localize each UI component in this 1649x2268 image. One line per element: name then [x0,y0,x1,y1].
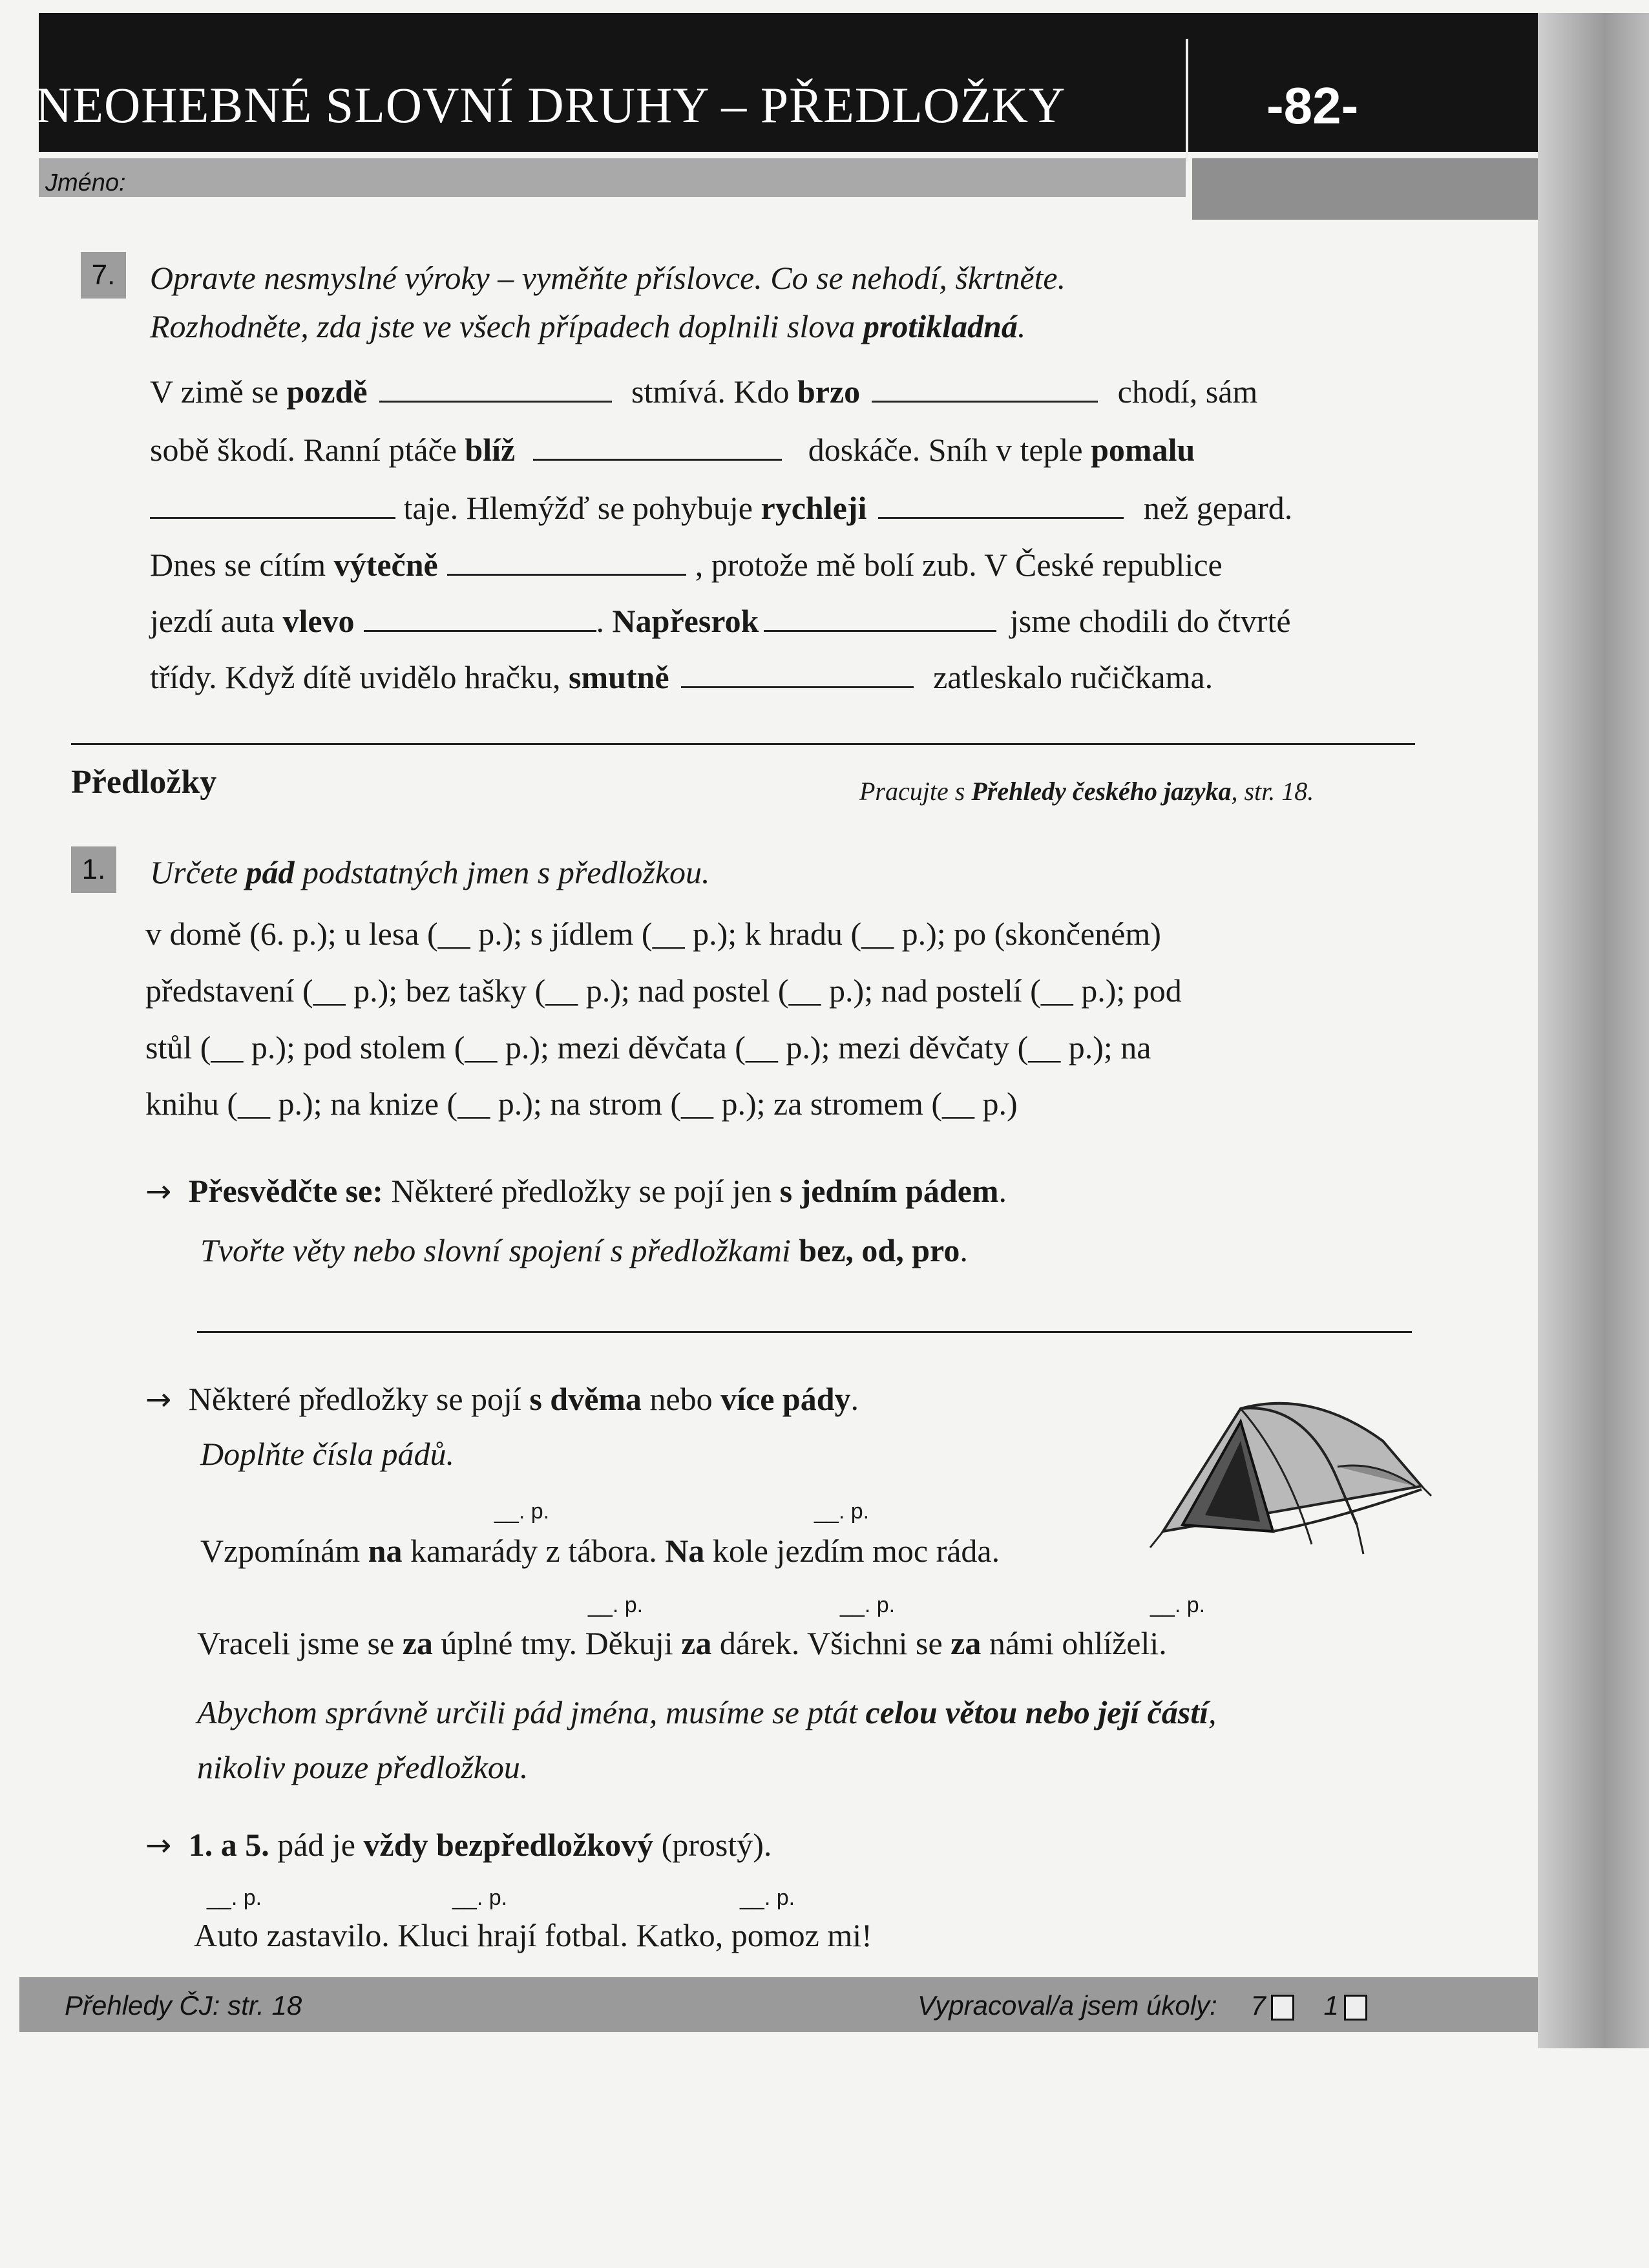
task7-line-6: třídy. Když dítě uvidělo hračku, smutně zatleskalo ručičkama. [150,659,1213,695]
task1-line-1[interactable]: v domě (6. p.); u lesa (__ p.); s jídlem (__ p.); k hradu (__ p.); po (skončeném) [145,916,1161,952]
task-7-checkbox[interactable] [1271,1995,1294,2021]
answer-blank[interactable] [379,375,612,403]
note2-hint-2: nikoliv pouze předložkou. [197,1749,529,1785]
footer-checklist: Vypracoval/a jsem úkoly: 7 1 [918,1990,1376,2021]
name-bar [39,158,1186,197]
task-number: 1. [71,846,116,893]
note2-line-1: → Některé předložky se pojí s dvěma nebo více pády. [145,1381,859,1418]
arrow-right-icon: → [145,1173,172,1210]
task7-instruction-1: Opravte nesmyslné výroky – vyměňte příslovce. Co se nehodí, škrtněte. [150,260,1066,296]
case-blank[interactable]: __. p. [452,1885,508,1910]
answer-blank[interactable] [533,433,782,461]
answer-blank[interactable] [764,604,996,632]
task1-line-4[interactable]: knihu (__ p.); na knize (__ p.); na strom (__ p.); za stromem (__ p.) [145,1086,1018,1122]
note3-sentence: Auto zastavilo. Kluci hrají fotbal. Katko, pomoz mi! [194,1917,872,1953]
case-blank[interactable]: __. p. [1150,1593,1206,1617]
note2-instruction: Doplňte čísla pádů. [200,1436,455,1472]
divider [71,743,1415,745]
note1-line-2: Tvořte věty nebo slovní spojení s předložkami bez, od, pro. [200,1232,968,1268]
case-blank[interactable]: __. p. [840,1593,896,1617]
arrow-right-icon: → [145,1827,172,1864]
grade-bar [1192,158,1538,220]
page-number: -82- [1266,77,1359,134]
section-reference: Pracujte s Přehledy českého jazyka, str. 18. [859,777,1314,806]
answer-line[interactable] [197,1331,1412,1333]
answer-blank[interactable] [872,375,1098,403]
task1-instruction: Určete pád podstatných jmen s předložkou. [150,854,710,890]
footer-reference: Přehledy ČJ: str. 18 [65,1990,302,2021]
note2-sentence-1: Vzpomínám na kamarády z tábora. Na kole jezdím moc ráda. [200,1533,1000,1569]
note1-line-1: → Přesvědčte se: Některé předložky se pojí jen s jedním pádem. [145,1173,1007,1210]
task-1-checkbox[interactable] [1344,1995,1367,2021]
case-blank[interactable]: __. p. [588,1593,644,1617]
task7-line-5: jezdí auta vlevo . Napřesrok jsme chodili do čtvrté [150,603,1291,639]
answer-blank[interactable] [681,660,914,688]
task-number: 7. [81,252,126,299]
section-title: Předložky [71,764,217,801]
header-divider [1186,39,1188,162]
task1-line-3[interactable]: stůl (__ p.); pod stolem (__ p.); mezi děvčata (__ p.); mezi děvčaty (__ p.); na [145,1029,1151,1066]
note2-hint-1: Abychom správně určili pád jména, musíme se ptát celou větou nebo její částí, [197,1694,1217,1730]
case-blank[interactable]: __. p. [494,1499,550,1524]
note2-sentence-2: Vraceli jsme se za úplné tmy. Děkuji za dárek. Všichni se za námi ohlíželi. [197,1625,1167,1661]
task7-line-4: Dnes se cítím výtečně , protože mě bolí zub. V České republice [150,547,1223,583]
tent-illustration [1144,1383,1434,1564]
task7-instruction-2: Rozhodněte, zda jste ve všech případech doplnili slova protikladná. [150,308,1026,344]
arrow-right-icon: → [145,1381,172,1418]
case-blank[interactable]: __. p. [814,1499,870,1524]
answer-blank[interactable] [447,548,686,576]
case-blank[interactable]: __. p. [207,1885,262,1910]
name-label: Jméno: [45,169,126,196]
task7-line-3: taje. Hlemýžď se pohybuje rychleji než gepard. [150,491,1292,524]
answer-blank[interactable] [150,491,395,519]
task7-line-2: sobě škodí. Ranní ptáče blíž doskáče. Sníh v teple pomalu [150,432,1195,468]
task1-line-2[interactable]: představení (__ p.); bez tašky (__ p.); nad postel (__ p.); nad postelí (__ p.); pod [145,972,1182,1009]
answer-blank[interactable] [364,604,596,632]
page-title: NEOHEBNÉ SLOVNÍ DRUHY – PŘEDLOŽKY [36,77,1066,133]
case-blank[interactable]: __. p. [740,1885,795,1910]
note3-line-1: → 1. a 5. pád je vždy bezpředložkový (prostý). [145,1827,772,1864]
task7-line-1: V zimě se pozdě stmívá. Kdo brzo chodí, sám [150,373,1258,410]
answer-blank[interactable] [878,491,1124,519]
scan-shadow [1538,13,1649,2048]
